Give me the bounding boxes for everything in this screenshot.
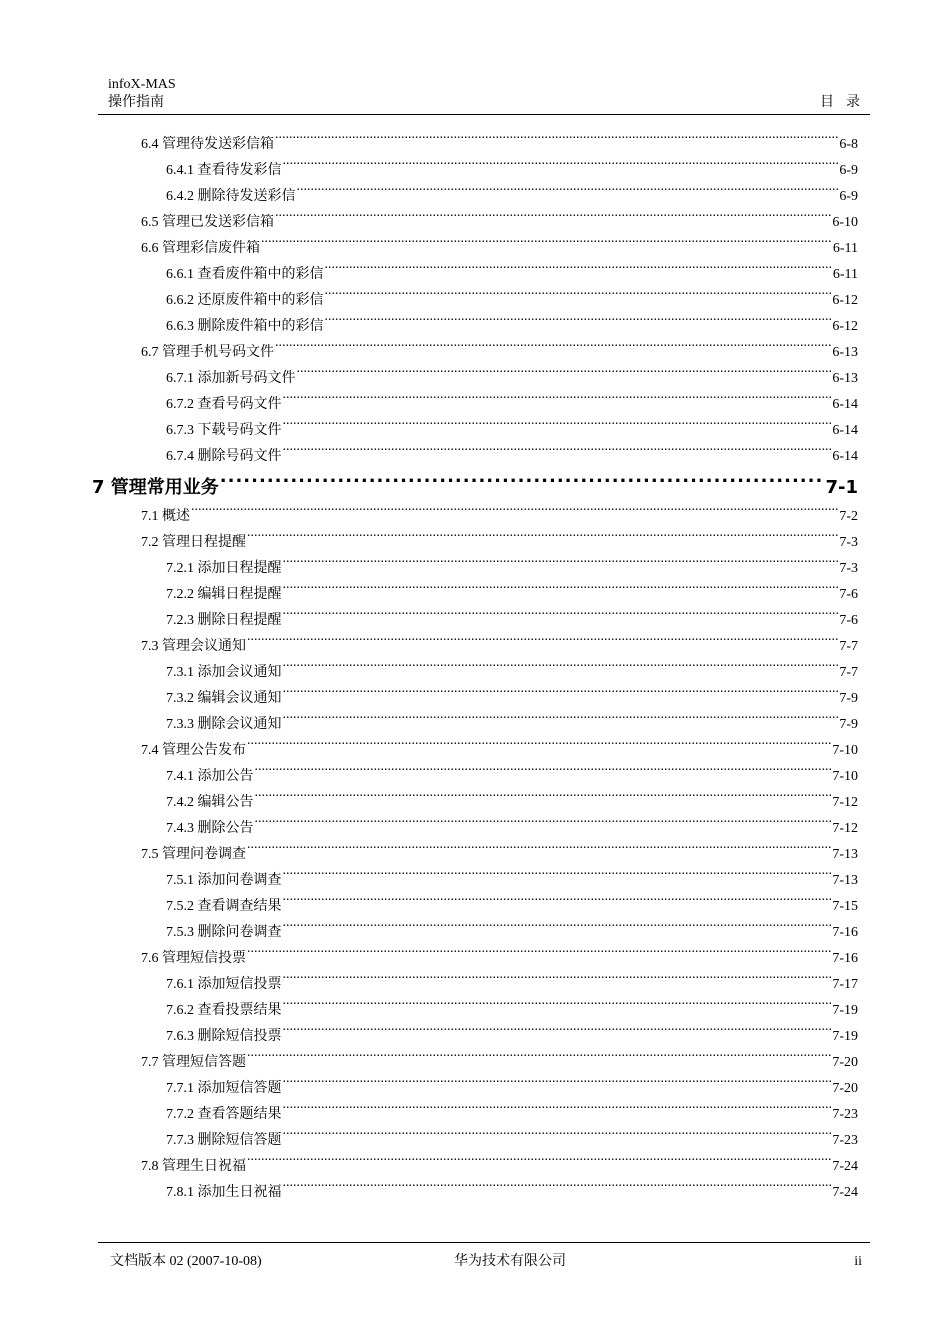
toc-entry-title: 7.3.1 添加会议通知 bbox=[166, 665, 282, 680]
toc-entry[interactable] bbox=[166, 1180, 858, 1206]
toc-dot-leader bbox=[283, 446, 832, 460]
toc-entry-page: 6-14 bbox=[832, 423, 858, 438]
toc-dot-leader bbox=[297, 368, 832, 382]
toc-entry[interactable] bbox=[141, 738, 858, 764]
toc-entry-title: 6.7.4 删除号码文件 bbox=[166, 449, 282, 464]
toc-dot-leader bbox=[283, 662, 839, 676]
toc-dot-leader bbox=[275, 212, 831, 226]
toc-dot-leader bbox=[275, 134, 838, 148]
toc-entry[interactable] bbox=[92, 472, 858, 504]
toc-entry-title: 6.7.3 下载号码文件 bbox=[166, 423, 282, 438]
toc-entry[interactable] bbox=[166, 972, 858, 998]
toc-entry[interactable] bbox=[166, 1102, 858, 1128]
toc-dot-leader bbox=[283, 394, 832, 408]
toc-entry[interactable] bbox=[166, 366, 858, 392]
toc-entry-title: 7.4.2 编辑公告 bbox=[166, 795, 254, 810]
toc-entry-page: 6-9 bbox=[839, 163, 858, 178]
toc-entry-page: 7-24 bbox=[832, 1185, 858, 1200]
toc-entry-title: 7.5.1 添加问卷调查 bbox=[166, 873, 282, 888]
toc-dot-leader bbox=[283, 1078, 832, 1092]
toc-entry-page: 7-10 bbox=[832, 743, 858, 758]
toc-dot-leader bbox=[283, 610, 839, 624]
toc-entry-page: 6-14 bbox=[832, 397, 858, 412]
toc-entry[interactable] bbox=[166, 816, 858, 842]
toc-entry-title: 7.2 管理日程提醒 bbox=[141, 535, 246, 550]
toc-entry-title: 7.8 管理生日祝福 bbox=[141, 1159, 246, 1174]
toc-entry-title: 7.2.1 添加日程提醒 bbox=[166, 561, 282, 576]
product-name: infoX-MAS bbox=[108, 77, 176, 92]
toc-dot-leader bbox=[247, 844, 831, 858]
toc-entry[interactable] bbox=[166, 790, 858, 816]
toc-entry-page: 6-13 bbox=[832, 371, 858, 386]
toc-entry[interactable] bbox=[141, 530, 858, 556]
toc-dot-leader bbox=[220, 475, 825, 493]
toc-dot-leader bbox=[283, 714, 839, 728]
toc-entry[interactable] bbox=[166, 608, 858, 634]
toc-dot-leader bbox=[283, 870, 832, 884]
toc-entry-title: 6.7 管理手机号码文件 bbox=[141, 345, 274, 360]
toc-entry-title: 7.3 管理会议通知 bbox=[141, 639, 246, 654]
toc-entry-page: 7-3 bbox=[839, 535, 858, 550]
toc-entry[interactable] bbox=[166, 764, 858, 790]
toc-entry[interactable] bbox=[166, 582, 858, 608]
toc-dot-leader bbox=[283, 922, 832, 936]
toc-entry-title: 6.4.2 删除待发送彩信 bbox=[166, 189, 296, 204]
toc-entry-page: 7-7 bbox=[839, 639, 858, 654]
toc-dot-leader bbox=[283, 1130, 832, 1144]
toc-dot-leader bbox=[283, 1104, 832, 1118]
toc-dot-leader bbox=[247, 636, 838, 650]
toc-dot-leader bbox=[283, 1182, 832, 1196]
toc-entry-page: 6-8 bbox=[839, 137, 858, 152]
toc-entry[interactable] bbox=[166, 660, 858, 686]
doc-version: 文档版本 02 (2007-10-08) bbox=[110, 1254, 262, 1269]
toc-entry-page: 7-20 bbox=[832, 1081, 858, 1096]
page-header bbox=[98, 76, 870, 115]
toc-dot-leader bbox=[255, 792, 832, 806]
toc-entry-title: 6.6 管理彩信废件箱 bbox=[141, 241, 260, 256]
toc-entry[interactable] bbox=[166, 184, 858, 210]
toc-entry[interactable] bbox=[166, 158, 858, 184]
toc-entry-page: 7-19 bbox=[832, 1003, 858, 1018]
toc-entry[interactable] bbox=[166, 1024, 858, 1050]
toc-entry-title: 6.6.1 查看废件箱中的彩信 bbox=[166, 267, 324, 282]
toc-entry-page: 6-11 bbox=[832, 241, 858, 256]
page-number: ii bbox=[854, 1254, 862, 1269]
toc-dot-leader bbox=[325, 264, 832, 278]
toc-entry-page: 7-16 bbox=[832, 951, 858, 966]
toc-entry-title: 7.6.3 删除短信投票 bbox=[166, 1029, 282, 1044]
toc-entry-title: 7 管理常用业务 bbox=[92, 477, 219, 498]
toc-entry-title: 7.7.2 查看答题结果 bbox=[166, 1107, 282, 1122]
toc-entry-title: 7.7.1 添加短信答题 bbox=[166, 1081, 282, 1096]
toc-entry-title: 7.3.3 删除会议通知 bbox=[166, 717, 282, 732]
toc-entry-title: 7.4 管理公告发布 bbox=[141, 743, 246, 758]
company-name: 华为技术有限公司 bbox=[454, 1254, 566, 1269]
toc-entry-page: 7-6 bbox=[839, 587, 858, 602]
toc-entry-title: 6.7.1 添加新号码文件 bbox=[166, 371, 296, 386]
toc-entry[interactable] bbox=[166, 712, 858, 738]
guide-title: 操作指南 bbox=[108, 95, 164, 110]
toc-dot-leader bbox=[255, 818, 832, 832]
toc-dot-leader bbox=[247, 1156, 831, 1170]
toc-dot-leader bbox=[275, 342, 831, 356]
toc-dot-leader bbox=[283, 420, 832, 434]
toc-dot-leader bbox=[283, 1000, 832, 1014]
page-footer bbox=[98, 1242, 870, 1273]
toc-entry-title: 7.6.2 查看投票结果 bbox=[166, 1003, 282, 1018]
toc-dot-leader bbox=[283, 160, 839, 174]
toc-entry-page: 7-3 bbox=[839, 561, 858, 576]
toc-entry-page: 7-13 bbox=[832, 847, 858, 862]
toc-entry[interactable] bbox=[166, 686, 858, 712]
toc-dot-leader bbox=[283, 974, 832, 988]
toc-entry-page: 7-13 bbox=[832, 873, 858, 888]
toc-entry-title: 7.6.1 添加短信投票 bbox=[166, 977, 282, 992]
toc-dot-leader bbox=[283, 896, 832, 910]
toc-entry[interactable] bbox=[141, 634, 858, 660]
toc-entry[interactable] bbox=[141, 210, 858, 236]
toc-entry[interactable] bbox=[166, 920, 858, 946]
toc-entry-page: 7-9 bbox=[839, 691, 858, 706]
toc-entry-page: 6-13 bbox=[832, 345, 858, 360]
toc-entry[interactable] bbox=[166, 894, 858, 920]
toc-dot-leader bbox=[191, 506, 838, 520]
toc-entry-page: 7-9 bbox=[839, 717, 858, 732]
toc-entry[interactable] bbox=[166, 392, 858, 418]
toc-entry-page: 7-10 bbox=[832, 769, 858, 784]
toc-entry-page: 7-6 bbox=[839, 613, 858, 628]
toc-dot-leader bbox=[247, 740, 831, 754]
toc-entry[interactable] bbox=[166, 998, 858, 1024]
toc-entry-page: 6-11 bbox=[832, 267, 858, 282]
toc-entry[interactable] bbox=[141, 1154, 858, 1180]
toc-entry-page: 6-9 bbox=[839, 189, 858, 204]
toc-entry-title: 7.2.2 编辑日程提醒 bbox=[166, 587, 282, 602]
toc-entry[interactable] bbox=[166, 418, 858, 444]
toc-dot-leader bbox=[283, 558, 839, 572]
toc-entry[interactable] bbox=[141, 236, 858, 262]
toc-entry[interactable] bbox=[166, 262, 858, 288]
toc-entry-page: 7-7 bbox=[839, 665, 858, 680]
toc-dot-leader bbox=[247, 948, 831, 962]
toc-entry-title: 6.6.2 还原废件箱中的彩信 bbox=[166, 293, 324, 308]
toc-entry-page: 7-20 bbox=[832, 1055, 858, 1070]
toc-entry-title: 7.6 管理短信投票 bbox=[141, 951, 246, 966]
toc-entry-page: 7-12 bbox=[832, 795, 858, 810]
toc-entry-title: 6.4.1 查看待发彩信 bbox=[166, 163, 282, 178]
toc-entry-page: 7-17 bbox=[832, 977, 858, 992]
toc-dot-leader bbox=[283, 688, 839, 702]
toc-entry[interactable] bbox=[141, 1050, 858, 1076]
toc-entry[interactable] bbox=[141, 842, 858, 868]
toc-entry[interactable] bbox=[166, 556, 858, 582]
toc-entry-page: 7-19 bbox=[832, 1029, 858, 1044]
toc-entry-title: 7.4.3 删除公告 bbox=[166, 821, 254, 836]
toc-entry-title: 6.5 管理已发送彩信箱 bbox=[141, 215, 274, 230]
toc-entry-page: 7-1 bbox=[825, 477, 858, 498]
toc-entry-page: 7-16 bbox=[832, 925, 858, 940]
toc-dot-leader bbox=[325, 290, 832, 304]
toc-dot-leader bbox=[283, 584, 839, 598]
toc-entry-page: 6-14 bbox=[832, 449, 858, 464]
toc-entry-page: 6-12 bbox=[832, 319, 858, 334]
toc-entry-title: 7.7 管理短信答题 bbox=[141, 1055, 246, 1070]
toc-dot-leader bbox=[255, 766, 832, 780]
toc-dot-leader bbox=[325, 316, 832, 330]
toc-entry[interactable] bbox=[166, 288, 858, 314]
toc-entry-title: 7.5.3 删除问卷调查 bbox=[166, 925, 282, 940]
toc-dot-leader bbox=[261, 238, 832, 252]
toc-entry-title: 7.4.1 添加公告 bbox=[166, 769, 254, 784]
toc-entry[interactable] bbox=[166, 868, 858, 894]
toc-dot-leader bbox=[247, 1052, 831, 1066]
toc-entry-page: 6-10 bbox=[832, 215, 858, 230]
toc-entry-title: 7.5 管理问卷调查 bbox=[141, 847, 246, 862]
toc-entry-page: 7-15 bbox=[832, 899, 858, 914]
toc-entry-page: 7-23 bbox=[832, 1107, 858, 1122]
toc-entry-title: 7.8.1 添加生日祝福 bbox=[166, 1185, 282, 1200]
toc-dot-leader bbox=[247, 532, 838, 546]
toc-dot-leader bbox=[297, 186, 839, 200]
toc-entry-page: 7-23 bbox=[832, 1133, 858, 1148]
toc-entry-page: 7-12 bbox=[832, 821, 858, 836]
section-title: 目录 bbox=[820, 95, 872, 110]
toc-entry-title: 6.6.3 删除废件箱中的彩信 bbox=[166, 319, 324, 334]
toc-entry-title: 7.7.3 删除短信答题 bbox=[166, 1133, 282, 1148]
toc-entry[interactable] bbox=[166, 314, 858, 340]
toc-entry-page: 7-24 bbox=[832, 1159, 858, 1174]
toc-entry[interactable] bbox=[166, 444, 858, 470]
toc-entry-title: 7.2.3 删除日程提醒 bbox=[166, 613, 282, 628]
toc-dot-leader bbox=[283, 1026, 832, 1040]
toc-entry[interactable] bbox=[141, 504, 858, 530]
toc-entry-page: 6-12 bbox=[832, 293, 858, 308]
toc-entry[interactable] bbox=[166, 1128, 858, 1154]
toc-entry-title: 7.3.2 编辑会议通知 bbox=[166, 691, 282, 706]
toc-entry-title: 6.7.2 查看号码文件 bbox=[166, 397, 282, 412]
toc-entry[interactable] bbox=[166, 1076, 858, 1102]
toc-entry-title: 6.4 管理待发送彩信箱 bbox=[141, 137, 274, 152]
toc-entry-page: 7-2 bbox=[839, 509, 858, 524]
toc-entry[interactable] bbox=[141, 946, 858, 972]
toc-entry-title: 7.1 概述 bbox=[141, 509, 190, 524]
toc-entry[interactable] bbox=[141, 340, 858, 366]
toc-entry-title: 7.5.2 查看调查结果 bbox=[166, 899, 282, 914]
toc-entry[interactable] bbox=[141, 132, 858, 158]
